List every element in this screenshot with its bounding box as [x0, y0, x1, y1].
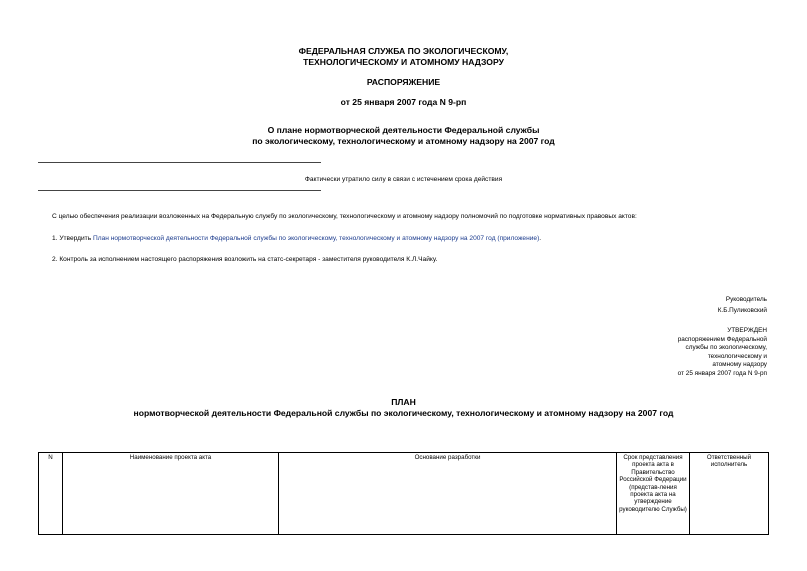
plan-subtitle: нормотворческой деятельности Федеральной службы по экологическому, технологическому и атомному надзору на 2007 год [133, 408, 674, 418]
signature-position: Руководитель [725, 296, 767, 303]
document-title-line2: по экологическому, технологическому и атомному надзору на 2007 год [252, 136, 555, 146]
signature-name: К.Б.Пуликовский [717, 306, 767, 314]
col-header-responsible: Ответственный исполнитель [690, 453, 769, 535]
item-2-paragraph: 2. Контроль за исполнением настоящего распоряжения возложить на статс-секретаря - заместителя руководителя К.Л.Чайку. [52, 256, 438, 263]
plan-title: ПЛАН [391, 397, 416, 407]
approval-line1: УТВЕРЖДЕН [727, 327, 767, 334]
intro-paragraph: С целью обеспечения реализации возложенных на Федеральную службу по экологическому, технологическому и атомному надзору полномочий по подготовке нормативных правовых актов: [52, 213, 637, 220]
table-header-row [39, 453, 769, 535]
separator-bottom [38, 190, 321, 191]
plan-link[interactable]: План нормотворческой деятельности Федеральной службы по экологическому, технологическому и атомному надзору на 2007 год (приложение) [92, 235, 540, 242]
approval-line3: службы по экологическому, [685, 344, 767, 352]
signature-block [567, 296, 767, 315]
status-note: Фактически утратило силу в связи с истечением срока действия [304, 176, 503, 183]
document-date: от 25 января 2007 года N 9-рп [340, 97, 467, 107]
col-header-act-name: Наименование проекта акта [63, 453, 279, 535]
approval-line5: атомному надзору [712, 361, 767, 369]
approval-line6: от 25 января 2007 года N 9-рп [677, 369, 767, 377]
document-type: РАСПОРЯЖЕНИЕ [366, 77, 441, 87]
document-title-line1: О плане нормотворческой деятельности Федеральной службы [267, 125, 540, 135]
col-header-deadline: Срок представления проекта акта в Правительство Российской Федерации (представ-ления проекта акта на утверждение руководителю Службы) [617, 453, 690, 535]
separator-top [38, 162, 321, 163]
col-header-number: N [39, 453, 63, 535]
approval-line4: технологическому и [707, 352, 767, 360]
approval-line2: распоряжением Федеральной [677, 335, 767, 343]
item-1-suffix: . [539, 235, 542, 242]
plan-table [38, 452, 769, 535]
col-header-basis: Основание разработки [279, 453, 617, 535]
approval-block [567, 327, 767, 379]
agency-name-line2: ТЕХНОЛОГИЧЕСКОМУ И АТОМНОМУ НАДЗОРУ [303, 57, 504, 67]
item-1-prefix: 1. Утвердить [52, 235, 92, 242]
item-1-paragraph [52, 235, 752, 243]
agency-name-line1: ФЕДЕРАЛЬНАЯ СЛУЖБА ПО ЭКОЛОГИЧЕСКОМУ, [298, 46, 509, 56]
